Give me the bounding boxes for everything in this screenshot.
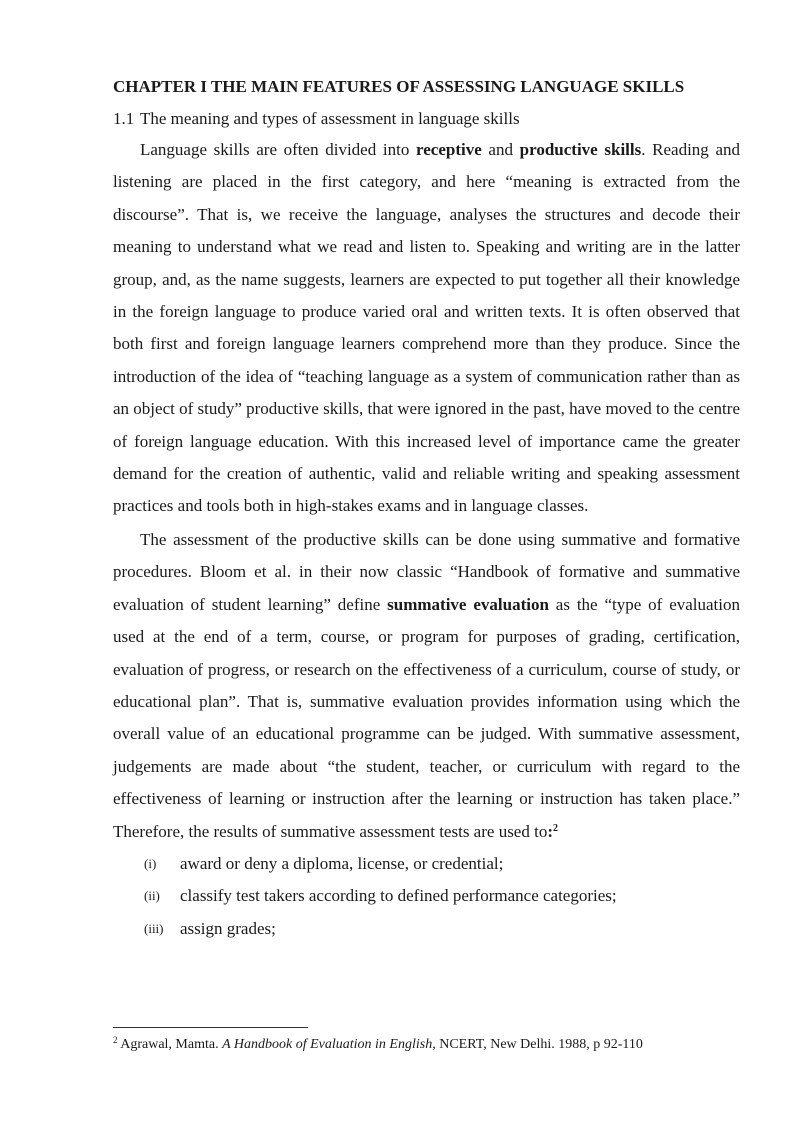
para2-colon: : <box>547 821 553 841</box>
section-heading <box>113 105 740 133</box>
footnote-author: Agrawal, Mamta. <box>117 1037 223 1052</box>
footnote-number: 2 <box>113 1035 118 1045</box>
term-productive-skills: productive skills <box>519 140 642 159</box>
footnote-publication: , NCERT, New Delhi. 1988, p 92-110 <box>432 1037 643 1052</box>
list-marker: (ii) <box>144 888 160 904</box>
term-summative-evaluation: summative evaluation <box>387 594 549 614</box>
para1-text-2: and <box>481 140 520 159</box>
list-item <box>113 880 740 912</box>
list-marker: (iii) <box>144 920 164 936</box>
term-receptive: receptive <box>416 140 482 159</box>
list-marker: (i) <box>144 855 157 871</box>
document-page <box>113 73 740 945</box>
list-item-text: award or deny a diploma, license, or credential; <box>180 853 504 873</box>
para2-text-2: as the “type of evaluation used at the end of a term, course, or program for purposes of grading, certification, evaluation of progress, or research on the effectiveness of a curriculum, course of study, or educational plan”. That is, summative evaluation provides information using which the overall value of an educational programme can be judged. With summative assessment, judgements are made about “the student, teacher, or curriculum with regard to the effectiveness of learning or instruction after the learning or instruction has taken place.” Therefore, the results of summative assessment tests are used to <box>113 594 740 841</box>
para1-text-1: Language skills are often divided into <box>140 140 416 159</box>
footnote-book-title: A Handbook of Evaluation in English <box>222 1037 433 1052</box>
footnote <box>113 1036 753 1054</box>
summative-uses-list <box>113 848 740 945</box>
list-item <box>113 848 740 880</box>
list-item <box>113 913 740 945</box>
paragraph-summative-evaluation <box>113 524 740 848</box>
list-item-text: assign grades; <box>180 918 276 938</box>
para1-text-3: . Reading and listening are placed in the first category, and here “meaning is extracted from the discourse”. That is, we receive the language, analyses the structures and decode their meaning to understand what we read and listen to. Speaking and writing are in the latter group, and, as the name suggests, learners are expected to put together all their knowledge in the foreign language to produce varied oral and written texts. It is often observed that both first and foreign language learners comprehend more than they produce. Since the introduction of the idea of “teaching language as a system of communication rather than as an object of study” productive skills, that were ignored in the past, have moved to the centre of foreign language education. With this increased level of importance came the greater demand for the creation of authentic, valid and reliable writing and speaking assessment practices and tools both in high-stakes exams and in language classes. <box>113 140 741 516</box>
paragraph-productive-skills <box>113 134 740 523</box>
footnote-reference[interactable]: 2 <box>553 822 558 834</box>
footnote-divider <box>113 1027 308 1028</box>
section-title: The meaning and types of assessment in language skills <box>140 109 520 128</box>
section-number: 1.1 <box>113 109 135 128</box>
list-item-text: classify test takers according to defined performance categories; <box>180 886 617 906</box>
chapter-title: CHAPTER I THE MAIN FEATURES OF ASSESSING LANGUAGE SKILLS <box>113 77 685 96</box>
para2-text-1: The assessment of the productive skills can be done using summative and formative procedures. Bloom et al. in their now classic “Handbook of formative and summative evaluation of student learning” define <box>113 529 740 614</box>
